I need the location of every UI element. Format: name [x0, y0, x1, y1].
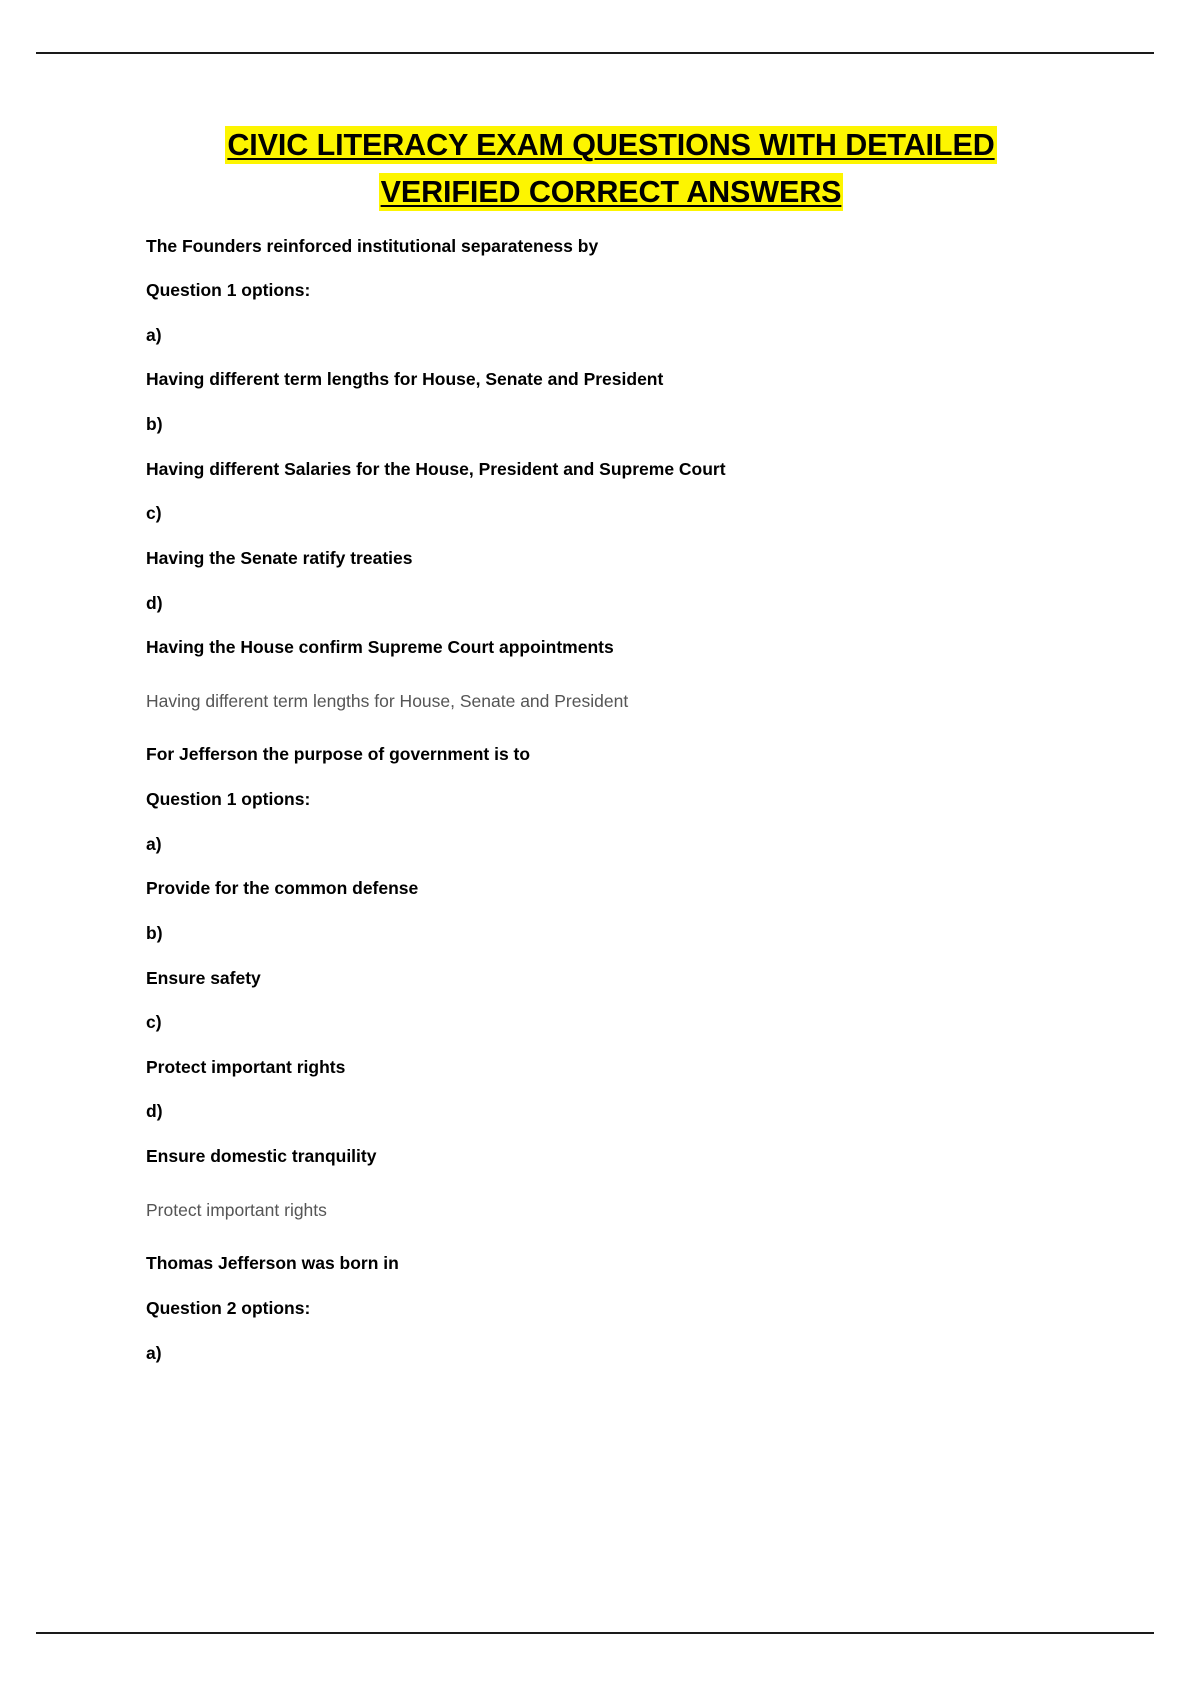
option-text: Provide for the common defense	[146, 878, 419, 899]
option-letter: c)	[146, 1012, 162, 1033]
page-title	[146, 124, 1076, 215]
question-options-label: Question 1 options:	[146, 280, 311, 301]
option-letter: b)	[146, 922, 163, 943]
question-stem: For Jefferson the purpose of government is to	[146, 744, 531, 765]
footer-rule	[36, 1632, 1154, 1634]
option-text: Having different term lengths for House, Senate and President	[146, 369, 664, 390]
question-block	[146, 235, 1076, 714]
option-letter: b)	[146, 414, 163, 435]
answer-text: Having different term lengths for House, Senate and President	[146, 690, 629, 711]
question-stem: Thomas Jefferson was born in	[146, 1253, 399, 1274]
option-text: Having the House confirm Supreme Court appointments	[146, 637, 614, 658]
header-rule	[36, 52, 1154, 54]
question-block	[146, 743, 1076, 1222]
page-left-margin	[0, 0, 34, 1700]
option-text: Protect important rights	[146, 1056, 346, 1077]
option-letter: d)	[146, 1101, 163, 1122]
document-content	[146, 124, 1076, 1386]
answer-text: Protect important rights	[146, 1199, 327, 1220]
option-letter: d)	[146, 592, 163, 613]
option-text: Ensure safety	[146, 967, 261, 988]
page-title-line-1: CIVIC LITERACY EXAM QUESTIONS WITH DETAILED	[227, 128, 995, 162]
question-block	[146, 1252, 1076, 1365]
option-text: Ensure domestic tranquility	[146, 1146, 377, 1167]
question-stem: The Founders reinforced institutional separateness by	[146, 235, 599, 256]
question-options-label: Question 2 options:	[146, 1297, 311, 1318]
page-title-line-2: VERIFIED CORRECT ANSWERS	[380, 175, 842, 210]
option-letter: a)	[146, 833, 162, 854]
option-letter: a)	[146, 1342, 162, 1363]
question-options-label: Question 1 options:	[146, 789, 311, 810]
option-letter: c)	[146, 503, 162, 524]
option-text: Having the Senate ratify treaties	[146, 547, 413, 568]
option-text: Having different Salaries for the House, President and Supreme Court	[146, 458, 726, 479]
option-letter: a)	[146, 324, 162, 345]
